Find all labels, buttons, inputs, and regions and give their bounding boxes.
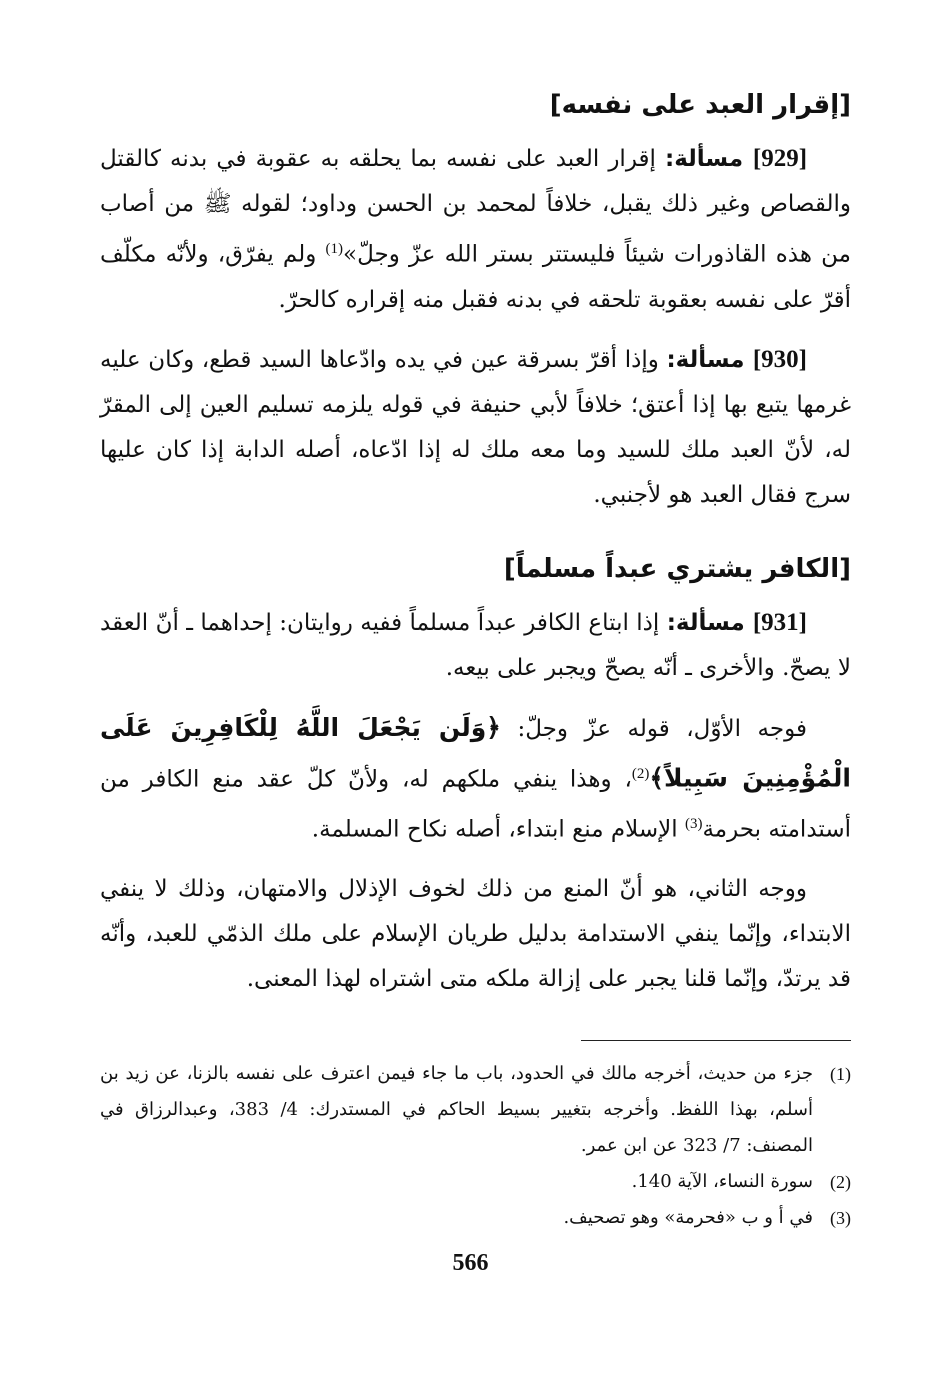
paragraph-text: ولم يفرّق، ولأنّه مكلّف أقرّ على نفسه بعقوبة تلحقه في بدنه فقبل منه إقراره كالحرّ.: [100, 241, 851, 313]
issue-number: [931]: [752, 608, 807, 636]
footnote-number: (2): [830, 1172, 851, 1192]
issue-label: مسألة:: [666, 346, 753, 373]
paragraph-text: الإسلام منع ابتداء، أصله نكاح المسلمة.: [311, 816, 685, 843]
paragraph-second-view: [100, 867, 851, 1002]
paragraph-text: فوجه الأوّل، قوله عزّ وجلّ:: [500, 715, 807, 742]
paragraph-text: إقرار العبد على نفسه بما يحلقه به عقوبة في بدنه كالقتل والقصاص وغير ذلك يقبل، خلافاً لمحمد بن الحسن وداود؛ لقوله ﷺ من أصاب من هذه القاذورات شيئاً فليستتر بستر الله عزّ وجلّ»: [100, 146, 851, 268]
issue-label: مسألة:: [665, 146, 753, 172]
issue-label: مسألة:: [666, 609, 753, 636]
footnote-3: [100, 1200, 851, 1236]
footnote-ref-2[interactable]: (2): [631, 765, 650, 782]
footnote-divider: [581, 1040, 851, 1041]
paragraph-text: ، وهذا ينفي ملكهم له، ولأنّ كلّ عقد منع الكافر من أستدامته بحرمة: [100, 766, 851, 843]
section-heading-disbeliever: [الكافر يشتري عبداً مسلماً]: [503, 553, 851, 584]
section-heading-confession: [إقرار العبد على نفسه]: [549, 90, 851, 120]
paragraph-text: وإذا أقرّ بسرقة عين في يده وادّعاها السيد قطع، وكان عليه غرمها يتبع بها إذا أعتق؛ خلافاً لأبي حنيفة في قوله يلزمه تسليم العين إلى المقرّ له، لأنّ العبد ملك للسيد وما معه ملك له إذا ادّعاه، أصله الدابة إذا كان عليها سرج فقال العبد هو لأجنبي.: [100, 346, 851, 508]
footnote-2: [100, 1164, 851, 1200]
footnote-number: (1): [830, 1064, 851, 1084]
issue-number: [930]: [752, 345, 807, 373]
paragraph-931: [100, 600, 851, 691]
paragraph-930: [100, 337, 851, 518]
footnote-1: [100, 1056, 851, 1164]
page-number: 566: [452, 1250, 489, 1276]
footnote-text: سورة النساء، الآية 140.: [631, 1171, 813, 1192]
footnote-text: في أ و ب «فحرمة» وهو تصحيف.: [563, 1207, 813, 1228]
footnote-ref-1[interactable]: (1): [325, 241, 344, 257]
footnote-text: جزء من حديث، أخرجه مالك في الحدود، باب ما جاء فيمن اعترف على نفسه بالزنا، عن زيد بن أسلم، بهذا اللفظ. وأخرجه بتغيير بسيط الحاكم في المستدرك: 4/ 383، وعبدالرزاق في المصنف: 7/ 323 عن ابن عمر.: [100, 1063, 813, 1156]
paragraph-text: إذا ابتاع الكافر عبداً مسلماً ففيه روايتان: إحداهما ـ أنّ العقد لا يصحّ. والأخرى ـ أنّه يصحّ ويجبر على بيعه.: [100, 609, 851, 681]
footnote-ref-3[interactable]: (3): [684, 816, 703, 833]
paragraph-text: ووجه الثاني، هو أنّ المنع من ذلك لخوف الإذلال والامتهان، وذلك لا ينفي الابتداء، وإنّما ينفي الاستدامة بدليل طريان الإسلام على ملك الذمّي للعبد، وأنّه قد يرتدّ، وإنّما قلنا يجبر على إزالة ملكه متى اشتراه لهذا المعنى.: [100, 875, 851, 992]
quran-verse: ﴿وَلَن يَجْعَلَ اللَّهُ لِلْكَافِرِينَ عَلَى الْمُؤْمِنِينَ سَبِيلاً﴾: [100, 712, 851, 793]
issue-number: [929]: [752, 145, 808, 172]
paragraph-first-view: [100, 705, 851, 853]
footnotes: [100, 1056, 851, 1236]
footnote-number: (3): [830, 1208, 851, 1228]
paragraph-929: [100, 136, 851, 323]
